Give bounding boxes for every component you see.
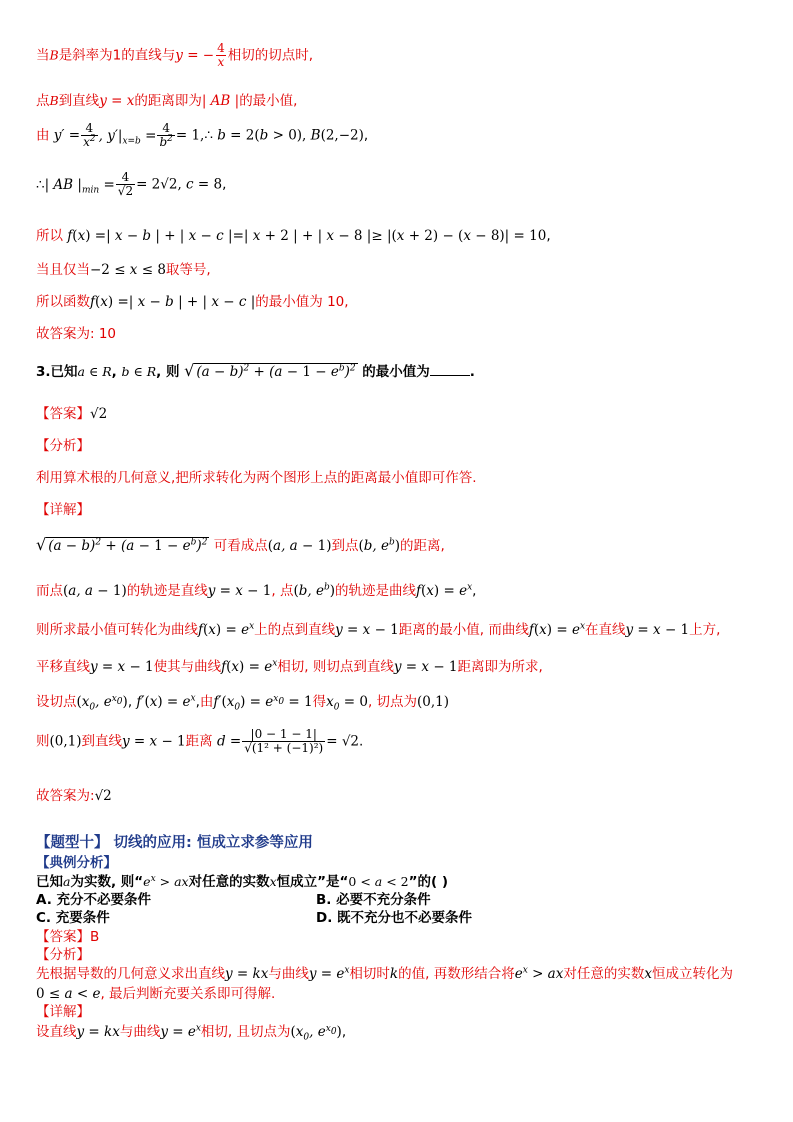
math: | AB | bbox=[201, 93, 240, 109]
analysis-text: 利用算术根的几何意义,把所求转化为两个图形上点的距离最小值即可作答. bbox=[36, 470, 477, 486]
math: $f(x) = e^x$ bbox=[221, 658, 278, 675]
text: 恒成立”是“ bbox=[276, 874, 349, 890]
math: 0 < a < 2 bbox=[348, 874, 409, 889]
option-c[interactable]: C. 充要条件 bbox=[36, 910, 110, 926]
math: (0,1) bbox=[49, 733, 82, 750]
math: a bbox=[63, 874, 71, 889]
math: $e^x$ > ax bbox=[514, 965, 564, 982]
fraction: $\frac{4}{x^2}$ bbox=[83, 121, 96, 149]
text: 相切的切点时, bbox=[227, 47, 314, 64]
text: 则所求最小值可转化为曲线 bbox=[36, 622, 198, 638]
answer-blank bbox=[430, 375, 470, 376]
text: 的轨迹是直线 bbox=[126, 583, 208, 599]
text: 则 bbox=[36, 733, 50, 750]
math: (a, a − 1) bbox=[63, 583, 127, 599]
fraction: $\frac{4}{√2}$ bbox=[117, 170, 134, 198]
math: b ∈ R bbox=[121, 364, 157, 379]
text: , 最后判断充要关系即可得解. bbox=[100, 986, 276, 1002]
text: , bbox=[195, 694, 200, 710]
math: k bbox=[389, 966, 399, 982]
math: $f(x) = e^x$ bbox=[416, 582, 473, 599]
math: d = bbox=[216, 733, 242, 750]
math: ∴| AB $|_{min}$ = bbox=[36, 176, 115, 196]
math: a ∈ R bbox=[77, 364, 112, 379]
fraction: $\frac{4}{x}$ bbox=[217, 41, 225, 69]
option-b[interactable]: B. 必要不充分条件 bbox=[316, 892, 431, 908]
math: y = x − 1 bbox=[207, 583, 272, 599]
text: 设直线 bbox=[36, 1024, 77, 1040]
math: $y = e^x$ bbox=[308, 965, 350, 982]
analysis-line-1 bbox=[36, 962, 733, 982]
math: y = x − 1 bbox=[393, 659, 458, 675]
math: = 1,∴ b = 2(b > 0), B(2,−2) bbox=[175, 127, 364, 144]
math: (b, $e^b$) bbox=[358, 537, 401, 554]
text: 对任意的实数 bbox=[188, 874, 270, 890]
answer-label: 【答案】 bbox=[36, 406, 90, 422]
answer-row bbox=[36, 402, 107, 422]
fraction: $\frac{|0 - 1 - 1|}{\text{√(1² + (−1)²)}}$ bbox=[244, 727, 324, 755]
math: $f'(x_0) = e^{x_0} = 1$ bbox=[213, 693, 313, 713]
text: 的最小值, bbox=[239, 93, 298, 109]
math: y = − bbox=[175, 47, 215, 64]
text: 的最小值为 10, bbox=[255, 294, 349, 310]
math: (0,1) bbox=[417, 694, 450, 710]
text: 到直线 bbox=[58, 93, 100, 109]
section-subtitle: 【典例分析】 bbox=[36, 855, 117, 871]
math: $f(x) = e^x$ bbox=[528, 621, 586, 638]
math: y = x − 1 bbox=[335, 622, 399, 638]
math: $e^x$ > ax bbox=[143, 873, 189, 889]
question-10 bbox=[36, 870, 448, 890]
math: x bbox=[644, 966, 652, 982]
text: 的距离即为 bbox=[134, 93, 202, 109]
text: 的最小值为 bbox=[362, 364, 430, 380]
text: , bbox=[341, 1024, 347, 1040]
text: , bbox=[546, 228, 551, 244]
text: 距离即为所求, bbox=[457, 659, 543, 675]
text: 距离的最小值, 而曲线 bbox=[398, 622, 529, 638]
text: 当 bbox=[36, 47, 50, 64]
text: , bbox=[472, 583, 477, 599]
detail-label-10: 【详解】 bbox=[36, 1004, 90, 1020]
answer-value: B bbox=[90, 929, 100, 945]
math: $y = e^x$ bbox=[160, 1023, 201, 1040]
line-tangent-point bbox=[36, 42, 313, 69]
math: 0 ≤ a < e bbox=[36, 986, 101, 1002]
math: B bbox=[49, 47, 59, 63]
math: y′ = bbox=[53, 127, 81, 144]
text: 所以 bbox=[36, 228, 63, 244]
detail-line-4 bbox=[36, 655, 543, 675]
math: √2 bbox=[94, 788, 112, 804]
option-a[interactable]: A. 充分不必要条件 bbox=[36, 892, 152, 908]
line-distance bbox=[36, 89, 297, 109]
line-inequality bbox=[36, 224, 551, 244]
text: , bbox=[127, 694, 133, 710]
math: f(x) =| x − b | + | x − c |=| x + 2 | + | x − 8 |≥ |(x + 2) − (x − 8)| = 10 bbox=[67, 228, 547, 244]
sqrt-expression: √ $(a - b)^2 + (a - 1 - e^b)^2$ bbox=[184, 361, 356, 380]
text: 的距离, bbox=[400, 538, 445, 554]
text: 使其与曲线 bbox=[153, 659, 222, 675]
detail-line-1 bbox=[36, 534, 445, 554]
text: . bbox=[469, 364, 475, 380]
text: 可看成点 bbox=[213, 538, 268, 554]
analysis-label: 【分析】 bbox=[36, 438, 90, 454]
answer-row-10 bbox=[36, 925, 99, 945]
text: , 点 bbox=[271, 583, 294, 599]
text: , 切点为 bbox=[367, 694, 418, 710]
text: 先根据导数的几何意义求出直线 bbox=[36, 966, 225, 982]
detail-label: 【详解】 bbox=[36, 502, 90, 518]
text: 与曲线 bbox=[268, 966, 309, 982]
text: 平移直线 bbox=[36, 659, 90, 675]
section-title: 【题型十】 切线的应用: 恒成立求参等应用 bbox=[36, 835, 313, 851]
math: (b, $e^b$) bbox=[293, 582, 336, 599]
text: 恒成立转化为 bbox=[651, 966, 733, 982]
text: 与曲线 bbox=[119, 1024, 161, 1040]
text: 的轨迹是曲线 bbox=[335, 583, 417, 599]
text: 当且仅当 bbox=[36, 262, 90, 278]
text: 点 bbox=[36, 93, 50, 109]
text: 上方, bbox=[689, 622, 721, 638]
text: 为实数, 则“ bbox=[70, 874, 144, 890]
math: y = x bbox=[99, 93, 135, 109]
analysis-line-2 bbox=[36, 982, 275, 1002]
line-equality-condition bbox=[36, 258, 211, 278]
text: 的值, 再数形结合将 bbox=[398, 966, 515, 982]
text: , bbox=[363, 127, 369, 144]
detail-10-line-1 bbox=[36, 1020, 347, 1043]
text: 3.已知 bbox=[36, 364, 78, 380]
text: 到直线 bbox=[81, 733, 123, 750]
final-answer bbox=[36, 784, 112, 804]
text: 相切时 bbox=[349, 966, 390, 982]
text: 由 bbox=[36, 127, 50, 144]
text: 对任意的实数 bbox=[563, 966, 645, 982]
math: −2 ≤ x ≤ 8 bbox=[90, 262, 166, 278]
answer-label: 【答案】 bbox=[36, 929, 90, 945]
detail-line-2 bbox=[36, 579, 476, 599]
line-answer-10: 故答案为: 10 bbox=[36, 326, 117, 342]
math: , $y'|_{x=b}$ = bbox=[98, 127, 157, 147]
detail-line-5 bbox=[36, 690, 450, 713]
line-min-value bbox=[36, 290, 349, 310]
text: 设切点 bbox=[36, 694, 77, 710]
text: 是斜率为1的直线与 bbox=[58, 47, 176, 64]
text: ”的( ) bbox=[408, 874, 449, 890]
math: y = kx bbox=[225, 966, 269, 982]
math: = √2 bbox=[326, 733, 360, 750]
math: f(x) =| x − b | + | x − c | bbox=[90, 294, 256, 310]
text: 在直线 bbox=[585, 622, 626, 638]
text: , 则 bbox=[156, 364, 180, 380]
math: y = x − 1 bbox=[625, 622, 690, 638]
text: 上的点到直线 bbox=[254, 622, 336, 638]
math: $f'(x) = e^x$ bbox=[136, 693, 196, 710]
text: 得 bbox=[312, 694, 327, 710]
line-ab-min bbox=[36, 171, 226, 198]
fraction: $\frac{4}{b^2}$ bbox=[159, 121, 173, 149]
text: 相切, 且切点为 bbox=[200, 1024, 291, 1040]
text: 取等号, bbox=[165, 262, 211, 278]
text: 已知 bbox=[36, 874, 63, 890]
math: ($x_0$, $e^{x_0}$) bbox=[76, 693, 128, 713]
answer-value: √2 bbox=[90, 406, 108, 422]
math: y = kx bbox=[76, 1024, 120, 1040]
option-d[interactable]: D. 既不充分也不必要条件 bbox=[316, 910, 473, 926]
sqrt-expression: √ $(a - b)^2 + (a - 1 - e^b)^2$ bbox=[36, 535, 208, 554]
text: 由 bbox=[199, 694, 214, 710]
line-derivative bbox=[36, 122, 368, 149]
math: $x_0 = 0$ bbox=[326, 694, 368, 713]
analysis-label-10: 【分析】 bbox=[36, 947, 90, 963]
math: y = x − 1 bbox=[122, 733, 186, 750]
text: . bbox=[359, 733, 364, 750]
text: 所以函数 bbox=[36, 294, 90, 310]
text: , bbox=[111, 364, 117, 380]
math: y = x − 1 bbox=[90, 659, 154, 675]
detail-line-3 bbox=[36, 618, 720, 638]
detail-line-6 bbox=[36, 728, 363, 755]
math: = 2√2, c = 8 bbox=[136, 176, 223, 193]
math: $f(x) = e^x$ bbox=[198, 621, 255, 638]
text: 距离 bbox=[185, 733, 213, 750]
math: B bbox=[49, 93, 59, 108]
math: x bbox=[269, 874, 277, 889]
math: ($x_0$, $e^{x_0}$) bbox=[290, 1023, 342, 1043]
text: 而点 bbox=[36, 583, 63, 599]
text: 到点 bbox=[331, 538, 359, 554]
text: , bbox=[222, 176, 227, 193]
question-3 bbox=[36, 360, 475, 380]
text: 故答案为: bbox=[36, 788, 95, 804]
text: 相切, 则切点到直线 bbox=[277, 659, 394, 675]
math: (a, a − 1) bbox=[267, 538, 332, 554]
